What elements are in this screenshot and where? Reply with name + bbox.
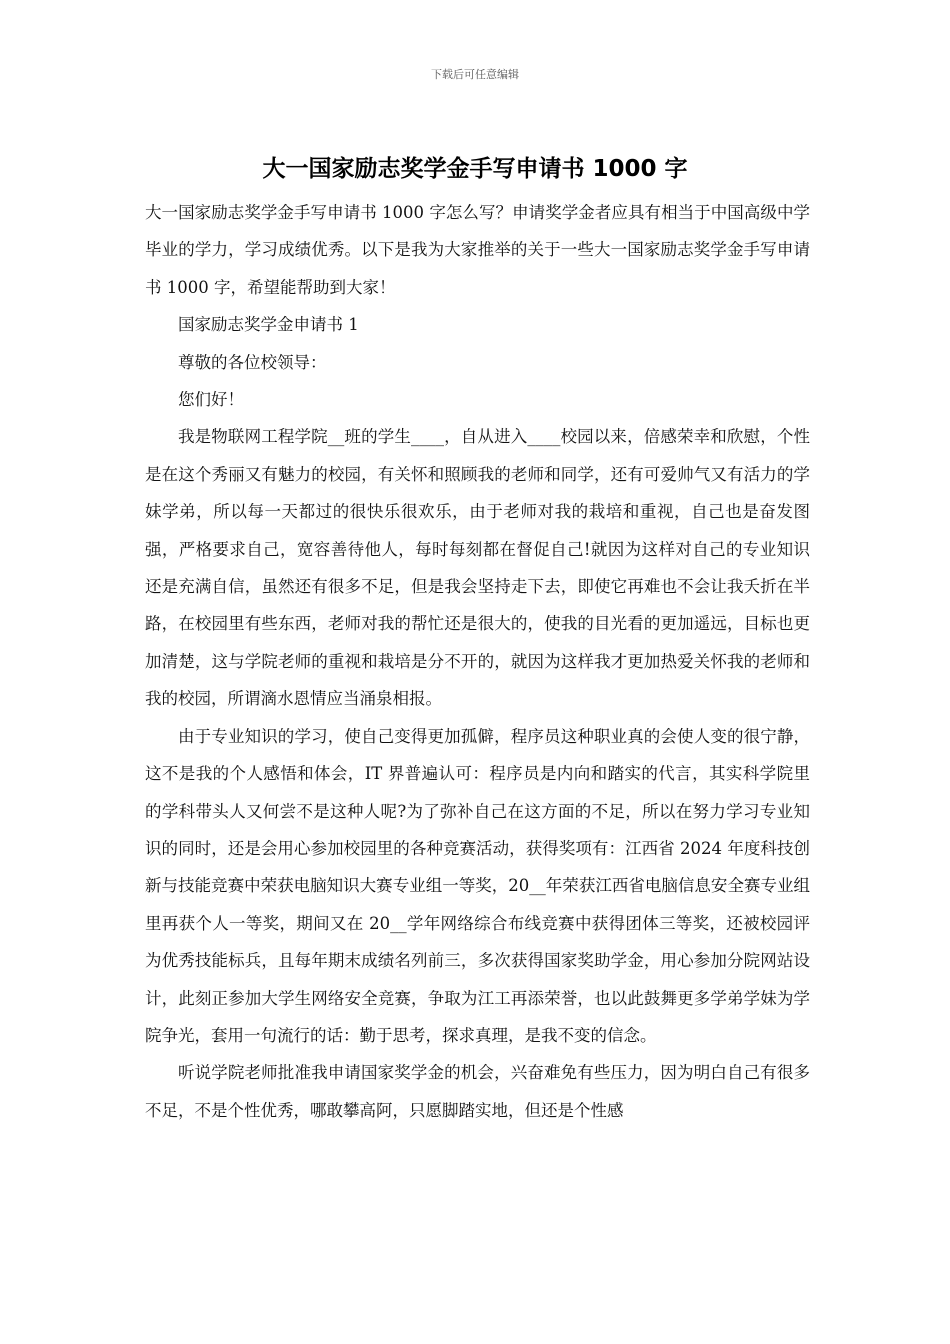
header-note: 下载后可任意编辑 bbox=[431, 68, 519, 81]
paragraph-body-2: 由于专业知识的学习，使自己变得更加孤僻，程序员这种职业真的会使人变的很宁静，这不是我的个人感悟和体会，IT 界普遍认可：程序员是内向和踏实的代言，其实科学院里的学科带头人又何尝不是这种人呢?为了弥补自己在这方面的不足，所以在努力学习专业知识的同时，还是会用心参加校园里的各种竞赛活动，获得奖项有：江西省 2024 年度科技创新与技能竞赛中荣获电脑知识大赛专业组一等奖，20__年荣获江西省电脑信息安全赛专业组里再获个人一等奖，期间又在 20__学年网络综合布线竞赛中获得团体三等奖，还被校园评为优秀技能标兵，且每年期末成绩名列前三，多次获得国家奖助学金，用心参加分院网站设计，此刻正参加大学生网络安全竞赛，争取为江工再添荣誉，也以此鼓舞更多学弟学妹为学院争光，套用一句流行的话：勤于思考，探求真理，是我不变的信念。 bbox=[145, 726, 810, 1045]
paragraph-body-1: 我是物联网工程学院__班的学生____，自从进入____校园以来，倍感荣幸和欣慰，个性是在这个秀丽又有魅力的校园，有关怀和照顾我的老师和同学，还有可爱帅气又有活力的学妹学弟，所以每一天都过的很快乐很欢乐，由于老师对我的栽培和重视，自己也是奋发图强，严格要求自己，宽容善待他人，每时每刻都在督促自己!就因为这样对自己的专业知识还是充满自信，虽然还有很多不足，但是我会坚持走下去，即使它再难也不会让我夭折在半路，在校园里有些东西，老师对我的帮忙还是很大的，使我的目光看的更加遥远，目标也更加清楚，这与学院老师的重视和栽培是分不开的，就因为这样我才更加热爱关怀我的老师和我的校园，所谓滴水恩情应当涌泉相报。 bbox=[145, 427, 810, 709]
paragraph-subtitle: 国家励志奖学金申请书 1 bbox=[178, 315, 359, 335]
paragraph-intro: 大一国家励志奖学金手写申请书 1000 字怎么写？申请奖学金者应具有相当于中国高级中学毕业的学力，学习成绩优秀。以下是我为大家推举的关于一些大一国家励志奖学金手写申请书 1000 字，希望能帮助到大家！ bbox=[145, 203, 810, 297]
document-body bbox=[145, 194, 810, 1129]
document-title: 大一国家励志奖学金手写申请书 1000 字 bbox=[262, 156, 688, 182]
paragraph-salutation: 尊敬的各位校领导： bbox=[178, 352, 327, 372]
paragraph-greeting: 您们好！ bbox=[178, 390, 244, 410]
paragraph-body-3: 听说学院老师批准我申请国家奖学金的机会，兴奋难免有些压力，因为明白自己有很多不足，不是个性优秀，哪敢攀高阿，只愿脚踏实地，但还是个性感 bbox=[145, 1063, 810, 1120]
